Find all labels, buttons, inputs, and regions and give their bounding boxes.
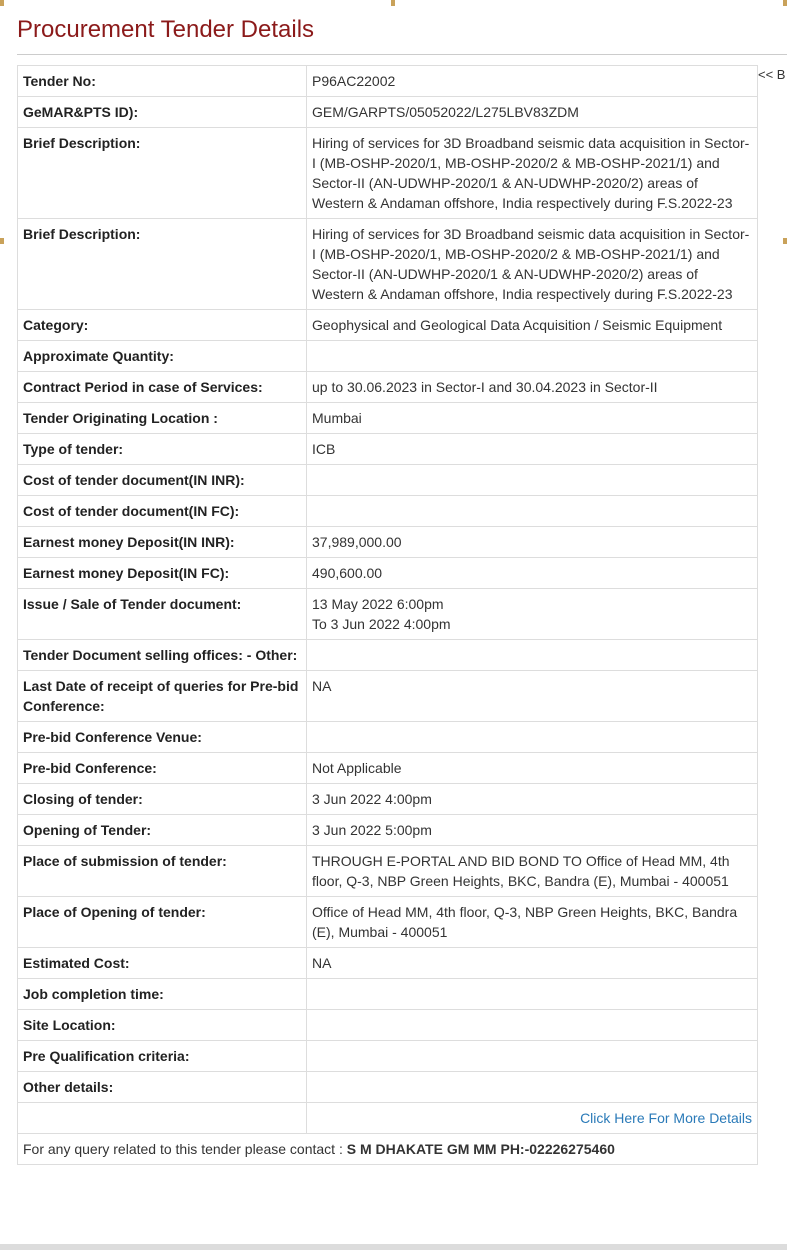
row-label: Cost of tender document(IN INR):	[18, 465, 307, 496]
row-value: NA	[307, 948, 758, 979]
table-row	[18, 815, 758, 846]
row-label: Site Location:	[18, 1010, 307, 1041]
row-label: Type of tender:	[18, 434, 307, 465]
row-value: 490,600.00	[307, 558, 758, 589]
row-label: Brief Description:	[18, 219, 307, 310]
row-label: Pre-bid Conference Venue:	[18, 722, 307, 753]
row-value: Office of Head MM, 4th floor, Q-3, NBP Green Heights, BKC, Bandra (E), Mumbai - 400051	[307, 897, 758, 948]
row-label: Job completion time:	[18, 979, 307, 1010]
table-row	[18, 496, 758, 527]
row-value: NA	[307, 671, 758, 722]
more-details-link[interactable]: Click Here For More Details	[580, 1110, 752, 1126]
table-row	[18, 722, 758, 753]
row-label: Other details:	[18, 1072, 307, 1103]
contact-cell	[18, 1134, 758, 1165]
row-label: GeMAR&PTS ID):	[18, 97, 307, 128]
contact-prefix: For any query related to this tender please contact :	[23, 1141, 343, 1157]
row-value	[307, 496, 758, 527]
table-row	[18, 219, 758, 310]
table-row	[18, 846, 758, 897]
table-row	[18, 465, 758, 496]
row-value: P96AC22002	[307, 66, 758, 97]
row-value	[307, 465, 758, 496]
table-row	[18, 948, 758, 979]
row-label: Place of submission of tender:	[18, 846, 307, 897]
row-value: Hiring of services for 3D Broadband seismic data acquisition in Sector-I (MB-OSHP-2020/1, MB-OSHP-2020/2 & MB-OSHP-2021/1) and Sector-II (AN-UDWHP-2020/1 & AN-UDWHP-2020/2) areas of Western & Andaman offshore, India respectively during F.S.2022-23	[307, 219, 758, 310]
table-row	[18, 128, 758, 219]
decorative-mark	[0, 238, 4, 244]
issue-date-from: 13 May 2022 6:00pm	[312, 596, 444, 612]
row-label: Last Date of receipt of queries for Pre-bid Conference:	[18, 671, 307, 722]
row-value: 3 Jun 2022 5:00pm	[307, 815, 758, 846]
issue-date-to: To 3 Jun 2022 4:00pm	[312, 616, 451, 632]
row-value	[307, 589, 758, 640]
row-label: Pre Qualification criteria:	[18, 1041, 307, 1072]
row-label: Tender No:	[18, 66, 307, 97]
table-row	[18, 434, 758, 465]
table-row	[18, 671, 758, 722]
table-row	[18, 527, 758, 558]
row-label: Approximate Quantity:	[18, 341, 307, 372]
row-label: Earnest money Deposit(IN INR):	[18, 527, 307, 558]
table-row	[18, 979, 758, 1010]
table-row	[18, 1072, 758, 1103]
row-label: Brief Description:	[18, 128, 307, 219]
table-row	[18, 1010, 758, 1041]
decorative-mark	[783, 0, 787, 6]
table-row	[18, 97, 758, 128]
table-row	[18, 310, 758, 341]
table-row	[18, 341, 758, 372]
contact-name: S M DHAKATE GM MM PH:-02226275460	[346, 1141, 615, 1157]
row-label: Place of Opening of tender:	[18, 897, 307, 948]
table-row	[18, 897, 758, 948]
row-label: Estimated Cost:	[18, 948, 307, 979]
row-value: Mumbai	[307, 403, 758, 434]
row-value	[307, 979, 758, 1010]
row-value: 3 Jun 2022 4:00pm	[307, 784, 758, 815]
row-value: Geophysical and Geological Data Acquisition / Seismic Equipment	[307, 310, 758, 341]
row-value	[307, 1010, 758, 1041]
contact-row	[18, 1134, 758, 1165]
page-title: Procurement Tender Details	[17, 16, 315, 43]
row-label: Closing of tender:	[18, 784, 307, 815]
row-value	[307, 341, 758, 372]
footer-bar	[0, 1244, 787, 1250]
table-row	[18, 403, 758, 434]
decorative-mark	[783, 238, 787, 244]
title-divider	[17, 54, 787, 55]
row-label: Cost of tender document(IN FC):	[18, 496, 307, 527]
row-label: Contract Period in case of Services:	[18, 372, 307, 403]
table-row	[18, 1041, 758, 1072]
row-value: THROUGH E-PORTAL AND BID BOND TO Office of Head MM, 4th floor, Q-3, NBP Green Heights, BKC, Bandra (E), Mumbai - 400051	[307, 846, 758, 897]
table-row	[18, 66, 758, 97]
table-row	[18, 784, 758, 815]
row-value: ICB	[307, 434, 758, 465]
row-value	[307, 722, 758, 753]
table-row	[18, 640, 758, 671]
row-label: Category:	[18, 310, 307, 341]
row-value: 37,989,000.00	[307, 527, 758, 558]
table-row	[18, 558, 758, 589]
row-value	[307, 1041, 758, 1072]
table-row	[18, 589, 758, 640]
row-label: Pre-bid Conference:	[18, 753, 307, 784]
row-value: up to 30.06.2023 in Sector-I and 30.04.2023 in Sector-II	[307, 372, 758, 403]
row-label: Issue / Sale of Tender document:	[18, 589, 307, 640]
tender-details-table	[17, 65, 758, 1165]
decorative-mark	[391, 0, 395, 6]
empty-label-cell	[18, 1103, 307, 1134]
table-row	[18, 1103, 758, 1134]
table-row	[18, 372, 758, 403]
more-details-cell	[307, 1103, 758, 1134]
decorative-mark	[0, 0, 4, 6]
row-label: Tender Originating Location :	[18, 403, 307, 434]
row-value	[307, 640, 758, 671]
row-label: Earnest money Deposit(IN FC):	[18, 558, 307, 589]
row-label: Opening of Tender:	[18, 815, 307, 846]
back-link[interactable]: << B	[758, 67, 786, 82]
row-value	[307, 1072, 758, 1103]
table-row	[18, 753, 758, 784]
row-label: Tender Document selling offices: - Other:	[18, 640, 307, 671]
row-value: Not Applicable	[307, 753, 758, 784]
row-value: Hiring of services for 3D Broadband seismic data acquisition in Sector-I (MB-OSHP-2020/1, MB-OSHP-2020/2 & MB-OSHP-2021/1) and Sector-II (AN-UDWHP-2020/1 & AN-UDWHP-2020/2) areas of Western & Andaman offshore, India respectively during F.S.2022-23	[307, 128, 758, 219]
row-value: GEM/GARPTS/05052022/L275LBV83ZDM	[307, 97, 758, 128]
